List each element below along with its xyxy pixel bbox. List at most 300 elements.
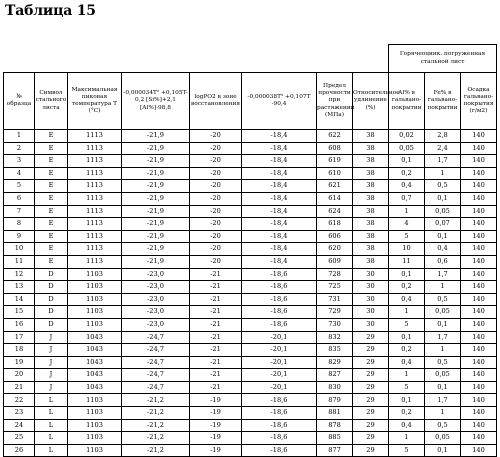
col-header-fe-percent: Fe% в гальвано-покрытии [425, 73, 461, 130]
table-cell: 140 [461, 356, 497, 369]
table-cell: 4 [4, 167, 35, 180]
table-cell: 0,05 [425, 432, 461, 445]
col-header-al-percent: Al% в гальвано-покрытии [389, 73, 425, 130]
table-cell: 1043 [68, 369, 122, 382]
table-row [4, 218, 497, 231]
table-cell: 38 [353, 255, 389, 268]
table-cell: 10 [389, 243, 425, 256]
table-cell: 3 [4, 155, 35, 168]
table-cell: J [35, 344, 68, 357]
table-cell: 2 [4, 142, 35, 155]
table-cell: -19 [190, 407, 242, 420]
table-cell: 1,7 [425, 331, 461, 344]
table-cell: 1043 [68, 381, 122, 394]
table-cell: -18,4 [242, 130, 317, 143]
table-cell: J [35, 356, 68, 369]
table-cell: -20 [190, 255, 242, 268]
table-cell: 725 [317, 281, 353, 294]
table-cell: 606 [317, 230, 353, 243]
table-cell: 1113 [68, 130, 122, 143]
table-cell: 885 [317, 432, 353, 445]
table-row [4, 243, 497, 256]
table-cell: 5 [389, 444, 425, 457]
table-cell: 22 [4, 394, 35, 407]
table-cell: 29 [353, 432, 389, 445]
table-cell: 2,4 [425, 142, 461, 155]
table-cell: E [35, 180, 68, 193]
table-cell: D [35, 318, 68, 331]
table-cell: -24,7 [122, 331, 190, 344]
table-cell: 1103 [68, 306, 122, 319]
table-cell: -20 [190, 167, 242, 180]
table-cell: 618 [317, 218, 353, 231]
table-cell: 729 [317, 306, 353, 319]
table-row [4, 167, 497, 180]
table-cell: -18,4 [242, 155, 317, 168]
table-cell: 16 [4, 318, 35, 331]
table-cell: 0,4 [389, 180, 425, 193]
table-cell: -21 [190, 281, 242, 294]
table-cell: -18,4 [242, 142, 317, 155]
table-cell: 140 [461, 167, 497, 180]
table-row [4, 281, 497, 294]
table-cell: 140 [461, 407, 497, 420]
group-header-spacer [4, 45, 389, 73]
table-cell: -20 [190, 205, 242, 218]
table-cell: 0,5 [425, 180, 461, 193]
table-cell: -23,0 [122, 268, 190, 281]
table-cell: 14 [4, 293, 35, 306]
table-cell: 140 [461, 205, 497, 218]
table-cell: 38 [353, 243, 389, 256]
table-cell: 1043 [68, 344, 122, 357]
col-header-coating-weight: Осадка гальвано-покрытия (г/м2) [461, 73, 497, 130]
table-row [4, 268, 497, 281]
table-cell: 38 [353, 205, 389, 218]
table-cell: -24,7 [122, 344, 190, 357]
table-cell: 140 [461, 344, 497, 357]
table-cell: 30 [353, 281, 389, 294]
table-cell: 1113 [68, 167, 122, 180]
table-cell: -21 [190, 344, 242, 357]
table-cell: 1,7 [425, 155, 461, 168]
table-cell: 0,1 [425, 192, 461, 205]
table-cell: -18,6 [242, 407, 317, 420]
table-cell: 0,2 [389, 344, 425, 357]
table-cell: 0,1 [425, 318, 461, 331]
table-cell: -20 [190, 180, 242, 193]
table-cell: 6 [4, 192, 35, 205]
table-cell: 11 [389, 255, 425, 268]
table-cell: -20 [190, 218, 242, 231]
table-cell: -21,9 [122, 230, 190, 243]
table-cell: -19 [190, 419, 242, 432]
table-cell: 0,5 [425, 419, 461, 432]
table-cell: 0,6 [425, 255, 461, 268]
table-cell: 1 [389, 432, 425, 445]
table-cell: -20,1 [242, 344, 317, 357]
table-cell: 9 [4, 230, 35, 243]
table-cell: 29 [353, 356, 389, 369]
col-header-steel-symbol: Символ стального листа [35, 73, 68, 130]
table-cell: 21 [4, 381, 35, 394]
table-body [4, 130, 497, 457]
table-row [4, 318, 497, 331]
table-cell: -21,9 [122, 218, 190, 231]
table-cell: 1113 [68, 155, 122, 168]
table-cell: 1 [425, 167, 461, 180]
table-cell: -21,9 [122, 155, 190, 168]
table-cell: 140 [461, 306, 497, 319]
table-cell: 0,1 [425, 444, 461, 457]
table-cell: 1 [389, 205, 425, 218]
table-cell: 1113 [68, 180, 122, 193]
table-cell: L [35, 394, 68, 407]
table-cell: 1 [389, 369, 425, 382]
table-cell: 4 [389, 218, 425, 231]
table-cell: -21 [190, 268, 242, 281]
table-cell: E [35, 205, 68, 218]
table-cell: -18,6 [242, 281, 317, 294]
table-cell: 38 [353, 167, 389, 180]
table-cell: 140 [461, 230, 497, 243]
table-cell: -21 [190, 369, 242, 382]
table-cell: D [35, 268, 68, 281]
table-cell: 140 [461, 318, 497, 331]
table-cell: -21,9 [122, 142, 190, 155]
table-cell: 140 [461, 218, 497, 231]
table-cell: 728 [317, 268, 353, 281]
table-row [4, 344, 497, 357]
table-cell: 1103 [68, 318, 122, 331]
table-cell: -18,6 [242, 419, 317, 432]
table-cell: D [35, 281, 68, 294]
table-cell: -23,0 [122, 281, 190, 294]
table-cell: 1113 [68, 243, 122, 256]
table-cell: 878 [317, 419, 353, 432]
table-row [4, 230, 497, 243]
table-cell: 140 [461, 419, 497, 432]
table-caption: Таблица 15 [5, 3, 96, 19]
table-cell: 1113 [68, 142, 122, 155]
table-cell: 621 [317, 180, 353, 193]
table-cell: 29 [353, 344, 389, 357]
table-cell: 12 [4, 268, 35, 281]
table-cell: 0,1 [425, 381, 461, 394]
table-cell: 1 [425, 344, 461, 357]
table-cell: 1103 [68, 407, 122, 420]
table-cell: 610 [317, 167, 353, 180]
table-cell: 879 [317, 394, 353, 407]
table-cell: 13 [4, 281, 35, 294]
table-cell: 0,05 [425, 306, 461, 319]
table-cell: -18,6 [242, 432, 317, 445]
table-cell: 140 [461, 432, 497, 445]
col-header-peak-temp: Максимальная пиковая температура T (°C) [68, 73, 122, 130]
table-cell: E [35, 243, 68, 256]
table-cell: 140 [461, 394, 497, 407]
table-cell: -21,9 [122, 180, 190, 193]
table-row [4, 255, 497, 268]
table-cell: 29 [353, 407, 389, 420]
table-cell: 24 [4, 419, 35, 432]
table-cell: 11 [4, 255, 35, 268]
table-cell: -23,0 [122, 293, 190, 306]
table-row [4, 155, 497, 168]
table-cell: 140 [461, 268, 497, 281]
table-cell: -18,6 [242, 268, 317, 281]
table-cell: -20 [190, 230, 242, 243]
table-cell: 23 [4, 407, 35, 420]
table-row [4, 444, 497, 457]
table-cell: L [35, 419, 68, 432]
table-cell: -21,2 [122, 419, 190, 432]
table-cell: 0,07 [425, 218, 461, 231]
column-header-row [4, 73, 497, 130]
table-cell: 38 [353, 192, 389, 205]
table-cell: 1 [425, 407, 461, 420]
table-cell: 5 [389, 381, 425, 394]
table-cell: 1,7 [425, 268, 461, 281]
table-cell: E [35, 218, 68, 231]
col-header-tensile-strength: Предел прочности при растяжении (МПа) [317, 73, 353, 130]
table-cell: -18,6 [242, 293, 317, 306]
table-cell: -18,4 [242, 205, 317, 218]
table-cell: D [35, 293, 68, 306]
table-cell: -21,2 [122, 444, 190, 457]
table-cell: 0,1 [389, 331, 425, 344]
table-cell: -19 [190, 394, 242, 407]
table-cell: -18,4 [242, 255, 317, 268]
table-cell: 38 [353, 218, 389, 231]
table-cell: -19 [190, 444, 242, 457]
table-cell: 0,02 [389, 130, 425, 143]
col-header-formula-2: -0,000038T² +0,107T -90,4 [242, 73, 317, 130]
table-cell: 832 [317, 331, 353, 344]
table-cell: 1113 [68, 205, 122, 218]
table-cell: 25 [4, 432, 35, 445]
table-cell: -23,0 [122, 318, 190, 331]
table-row [4, 369, 497, 382]
table-cell: E [35, 230, 68, 243]
table-cell: 1 [4, 130, 35, 143]
table-row [4, 394, 497, 407]
table-cell: -19 [190, 432, 242, 445]
table-row [4, 192, 497, 205]
table-cell: -20,1 [242, 381, 317, 394]
table-cell: -20 [190, 142, 242, 155]
table-cell: -23,0 [122, 306, 190, 319]
table-cell: 0,5 [425, 356, 461, 369]
table-cell: 140 [461, 369, 497, 382]
table-cell: E [35, 167, 68, 180]
table-cell: 18 [4, 344, 35, 357]
table-cell: 140 [461, 255, 497, 268]
table-cell: D [35, 306, 68, 319]
table-cell: -18,4 [242, 218, 317, 231]
table-cell: J [35, 381, 68, 394]
table-cell: 730 [317, 318, 353, 331]
table-cell: L [35, 407, 68, 420]
table-cell: 7 [4, 205, 35, 218]
table-cell: -20 [190, 243, 242, 256]
table-cell: -21,9 [122, 243, 190, 256]
table-cell: E [35, 192, 68, 205]
table-cell: 15 [4, 306, 35, 319]
table-cell: 609 [317, 255, 353, 268]
table-cell: 140 [461, 293, 497, 306]
table-cell: -20 [190, 155, 242, 168]
table-cell: 1103 [68, 444, 122, 457]
table-cell: L [35, 432, 68, 445]
table-cell: 0,2 [389, 281, 425, 294]
table-cell: 8 [4, 218, 35, 231]
table-cell: 0,1 [389, 268, 425, 281]
table-cell: 829 [317, 356, 353, 369]
table-cell: 835 [317, 344, 353, 357]
table-cell: -18,4 [242, 167, 317, 180]
table-cell: 5 [389, 318, 425, 331]
table-cell: 140 [461, 444, 497, 457]
table-cell: 140 [461, 155, 497, 168]
table-cell: 5 [4, 180, 35, 193]
table-cell: 0,4 [425, 243, 461, 256]
table-cell: -24,7 [122, 381, 190, 394]
table-cell: -18,4 [242, 180, 317, 193]
table-row [4, 306, 497, 319]
table-cell: 0,2 [389, 167, 425, 180]
table-row [4, 407, 497, 420]
table-cell: 38 [353, 130, 389, 143]
table-cell: -21,9 [122, 205, 190, 218]
table-cell: 140 [461, 192, 497, 205]
table-cell: -18,6 [242, 318, 317, 331]
table-cell: 20 [4, 369, 35, 382]
table-cell: -21,9 [122, 130, 190, 143]
table-cell: 140 [461, 130, 497, 143]
table-cell: -21,9 [122, 255, 190, 268]
table-cell: 0,7 [389, 192, 425, 205]
table-cell: -21,9 [122, 167, 190, 180]
table-row [4, 142, 497, 155]
table-cell: 2,8 [425, 130, 461, 143]
table-cell: 29 [353, 381, 389, 394]
table-cell: 140 [461, 331, 497, 344]
table-cell: E [35, 130, 68, 143]
table-cell: J [35, 369, 68, 382]
table-cell: 30 [353, 293, 389, 306]
table-cell: 29 [353, 331, 389, 344]
table-cell: 26 [4, 444, 35, 457]
group-header: Горячеоцинк. погруженная стальной лист [389, 45, 497, 73]
table-cell: 1103 [68, 394, 122, 407]
table-cell: E [35, 142, 68, 155]
table-cell: 19 [4, 356, 35, 369]
table-cell: -21 [190, 356, 242, 369]
table-cell: -24,7 [122, 369, 190, 382]
table-cell: -21,2 [122, 432, 190, 445]
table-cell: -20,1 [242, 356, 317, 369]
table-cell: 29 [353, 394, 389, 407]
table-cell: 1103 [68, 432, 122, 445]
table-cell: 1113 [68, 192, 122, 205]
table-cell: 0,05 [389, 142, 425, 155]
table-cell: 38 [353, 180, 389, 193]
table-cell: 0,4 [389, 419, 425, 432]
table-cell: 1 [425, 281, 461, 294]
table-cell: 1043 [68, 356, 122, 369]
table-cell: 0,05 [425, 369, 461, 382]
table-cell: 10 [4, 243, 35, 256]
table-cell: -18,6 [242, 444, 317, 457]
table-cell: 731 [317, 293, 353, 306]
table-cell: L [35, 444, 68, 457]
table-cell: -18,6 [242, 394, 317, 407]
table-cell: -20 [190, 192, 242, 205]
table-cell: -20 [190, 130, 242, 143]
table-cell: -20,1 [242, 369, 317, 382]
col-header-sample-no: № образца [4, 73, 35, 130]
table-cell: -21 [190, 331, 242, 344]
table-cell: 0,1 [389, 155, 425, 168]
table-cell: 30 [353, 306, 389, 319]
table-cell: 0,5 [425, 293, 461, 306]
table-cell: 38 [353, 155, 389, 168]
table-cell: -20,1 [242, 331, 317, 344]
table-cell: 38 [353, 230, 389, 243]
table-cell: 881 [317, 407, 353, 420]
table-cell: -18,4 [242, 243, 317, 256]
table-cell: 0,1 [425, 230, 461, 243]
table-row [4, 293, 497, 306]
table-cell: E [35, 255, 68, 268]
table-cell: -21,2 [122, 394, 190, 407]
table-cell: 0,2 [389, 407, 425, 420]
table-cell: 29 [353, 444, 389, 457]
table-cell: 614 [317, 192, 353, 205]
table-row [4, 130, 497, 143]
table-cell: 1103 [68, 293, 122, 306]
table-cell: 140 [461, 281, 497, 294]
table-cell: 620 [317, 243, 353, 256]
table-cell: 140 [461, 243, 497, 256]
table-cell: 624 [317, 205, 353, 218]
table-row [4, 432, 497, 445]
table-cell: 29 [353, 369, 389, 382]
table-cell: 30 [353, 318, 389, 331]
table-cell: 17 [4, 331, 35, 344]
table-cell: 38 [353, 142, 389, 155]
table-cell: -18,6 [242, 306, 317, 319]
data-table [3, 44, 497, 457]
table-cell: 1,7 [425, 394, 461, 407]
table-cell: 877 [317, 444, 353, 457]
table-cell: 30 [353, 268, 389, 281]
table-cell: 1113 [68, 218, 122, 231]
table-cell: 0,4 [389, 356, 425, 369]
table-cell: -21 [190, 318, 242, 331]
table-cell: 0,4 [389, 293, 425, 306]
table-row [4, 419, 497, 432]
table-cell: 608 [317, 142, 353, 155]
table-cell: -21 [190, 381, 242, 394]
table-cell: 1043 [68, 331, 122, 344]
table-cell: 1 [389, 306, 425, 319]
col-header-formula-1: -0,000034T² +0,105T-0,2 [Si%]+2,1 [Al%]-98,8 [122, 73, 190, 130]
table-cell: 622 [317, 130, 353, 143]
table-cell: 1113 [68, 230, 122, 243]
table-cell: E [35, 155, 68, 168]
